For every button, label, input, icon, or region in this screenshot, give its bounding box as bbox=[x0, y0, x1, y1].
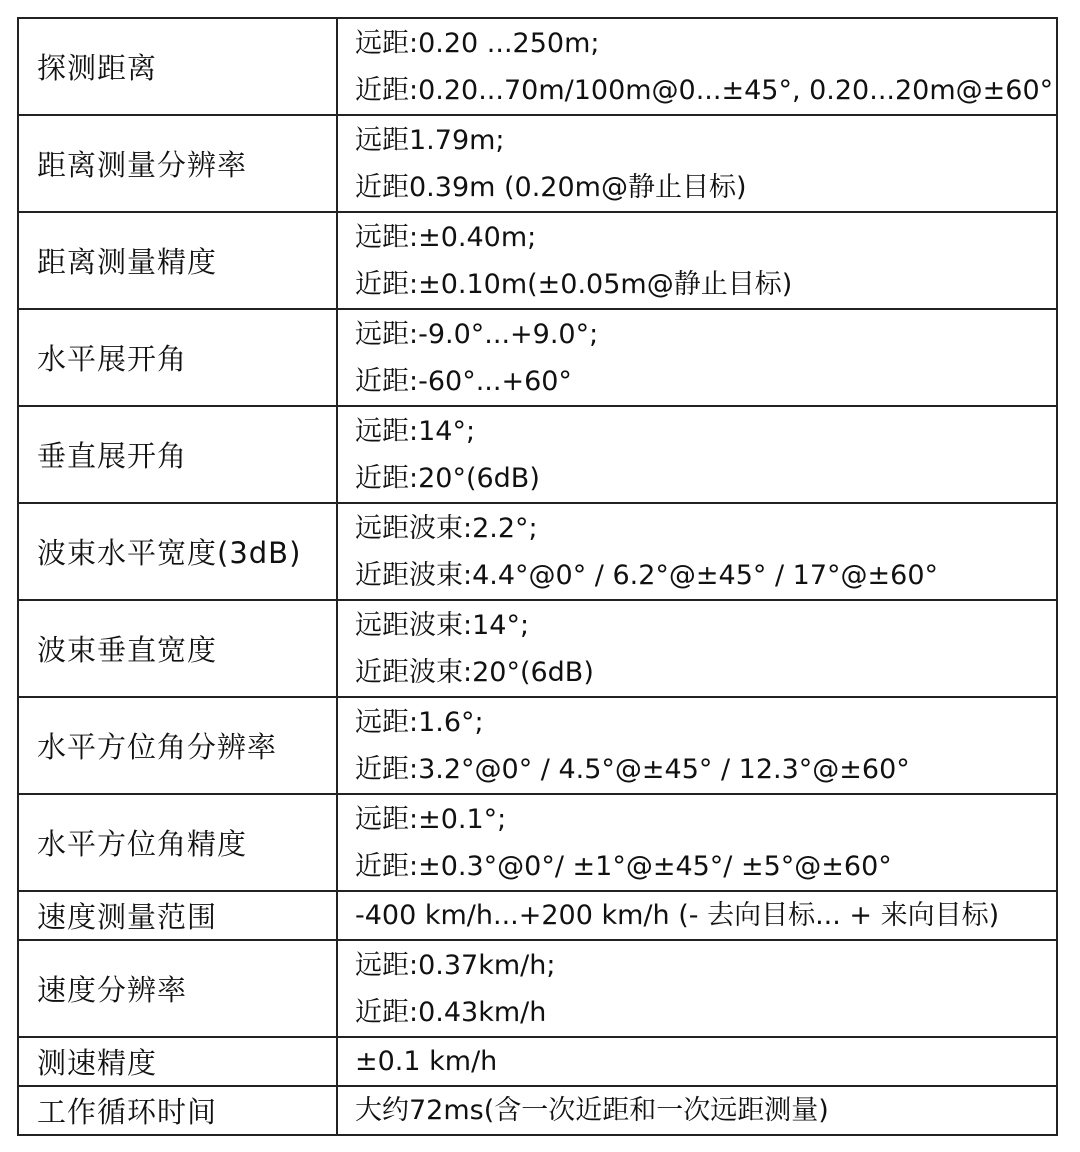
value-line: 远距:0.20 ...250m; bbox=[355, 27, 600, 59]
param-value bbox=[337, 18, 1057, 115]
param-label: 探测距离 bbox=[18, 18, 337, 115]
param-label: 垂直展开角 bbox=[18, 406, 337, 503]
param-value bbox=[337, 406, 1057, 503]
table-row bbox=[18, 891, 1057, 940]
table-row bbox=[18, 940, 1057, 1037]
value-line: 近距0.39m (0.20m@静止目标) bbox=[355, 171, 747, 203]
table-row bbox=[18, 697, 1057, 794]
param-label: 距离测量精度 bbox=[18, 212, 337, 309]
value-line: 近距:3.2°@0° / 4.5°@±45° / 12.3°@±60° bbox=[355, 753, 910, 785]
param-value bbox=[337, 503, 1057, 600]
table-row bbox=[18, 794, 1057, 891]
value-line: 近距:0.43km/h bbox=[355, 996, 547, 1028]
value-line: 远距:±0.1°; bbox=[355, 803, 507, 835]
value-line: 远距1.79m; bbox=[355, 124, 505, 156]
value-line: 远距:±0.40m; bbox=[355, 221, 537, 253]
value-line: 近距:0.20...70m/100m@0...±45°, 0.20...20m@±60° bbox=[355, 74, 1054, 106]
value-line: 远距波束:14°; bbox=[355, 609, 530, 641]
value-line: ±0.1 km/h bbox=[355, 1046, 498, 1077]
param-label: 测速精度 bbox=[18, 1037, 337, 1086]
table-row bbox=[18, 1086, 1057, 1135]
value-line: 近距:-60°...+60° bbox=[355, 365, 572, 397]
param-label: 水平方位角精度 bbox=[18, 794, 337, 891]
param-value bbox=[337, 940, 1057, 1037]
table-row bbox=[18, 406, 1057, 503]
value-line: 近距波束:20°(6dB) bbox=[355, 656, 594, 688]
value-line: 远距:0.37km/h; bbox=[355, 949, 556, 981]
radar-spec-table bbox=[17, 17, 1058, 1136]
param-value bbox=[337, 891, 1057, 940]
table-row bbox=[18, 115, 1057, 212]
param-label: 波束垂直宽度 bbox=[18, 600, 337, 697]
param-value bbox=[337, 794, 1057, 891]
param-value bbox=[337, 1086, 1057, 1135]
param-label: 速度分辨率 bbox=[18, 940, 337, 1037]
param-value bbox=[337, 600, 1057, 697]
table-row bbox=[18, 18, 1057, 115]
value-line: -400 km/h...+200 km/h (- 去向目标... + 来向目标) bbox=[355, 900, 1000, 931]
table-row bbox=[18, 600, 1057, 697]
value-line: 远距波束:2.2°; bbox=[355, 512, 538, 544]
param-label: 工作循环时间 bbox=[18, 1086, 337, 1135]
value-line: 近距波束:4.4°@0° / 6.2°@±45° / 17°@±60° bbox=[355, 559, 938, 591]
param-value bbox=[337, 309, 1057, 406]
value-line: 远距:-9.0°...+9.0°; bbox=[355, 318, 599, 350]
param-label: 波束水平宽度(3dB) bbox=[18, 503, 337, 600]
param-label: 水平方位角分辨率 bbox=[18, 697, 337, 794]
table-row bbox=[18, 503, 1057, 600]
value-line: 近距:±0.3°@0°/ ±1°@±45°/ ±5°@±60° bbox=[355, 850, 892, 882]
param-value bbox=[337, 1037, 1057, 1086]
table-row bbox=[18, 1037, 1057, 1086]
value-line: 近距:20°(6dB) bbox=[355, 462, 540, 494]
value-line: 远距:14°; bbox=[355, 415, 476, 447]
value-line: 远距:1.6°; bbox=[355, 706, 484, 738]
param-label: 速度测量范围 bbox=[18, 891, 337, 940]
param-value bbox=[337, 115, 1057, 212]
value-line: 大约72ms(含一次近距和一次远距测量) bbox=[355, 1095, 829, 1126]
value-line: 近距:±0.10m(±0.05m@静止目标) bbox=[355, 268, 793, 300]
param-label: 水平展开角 bbox=[18, 309, 337, 406]
param-value bbox=[337, 212, 1057, 309]
param-label: 距离测量分辨率 bbox=[18, 115, 337, 212]
table-row bbox=[18, 212, 1057, 309]
param-value bbox=[337, 697, 1057, 794]
table-row bbox=[18, 309, 1057, 406]
